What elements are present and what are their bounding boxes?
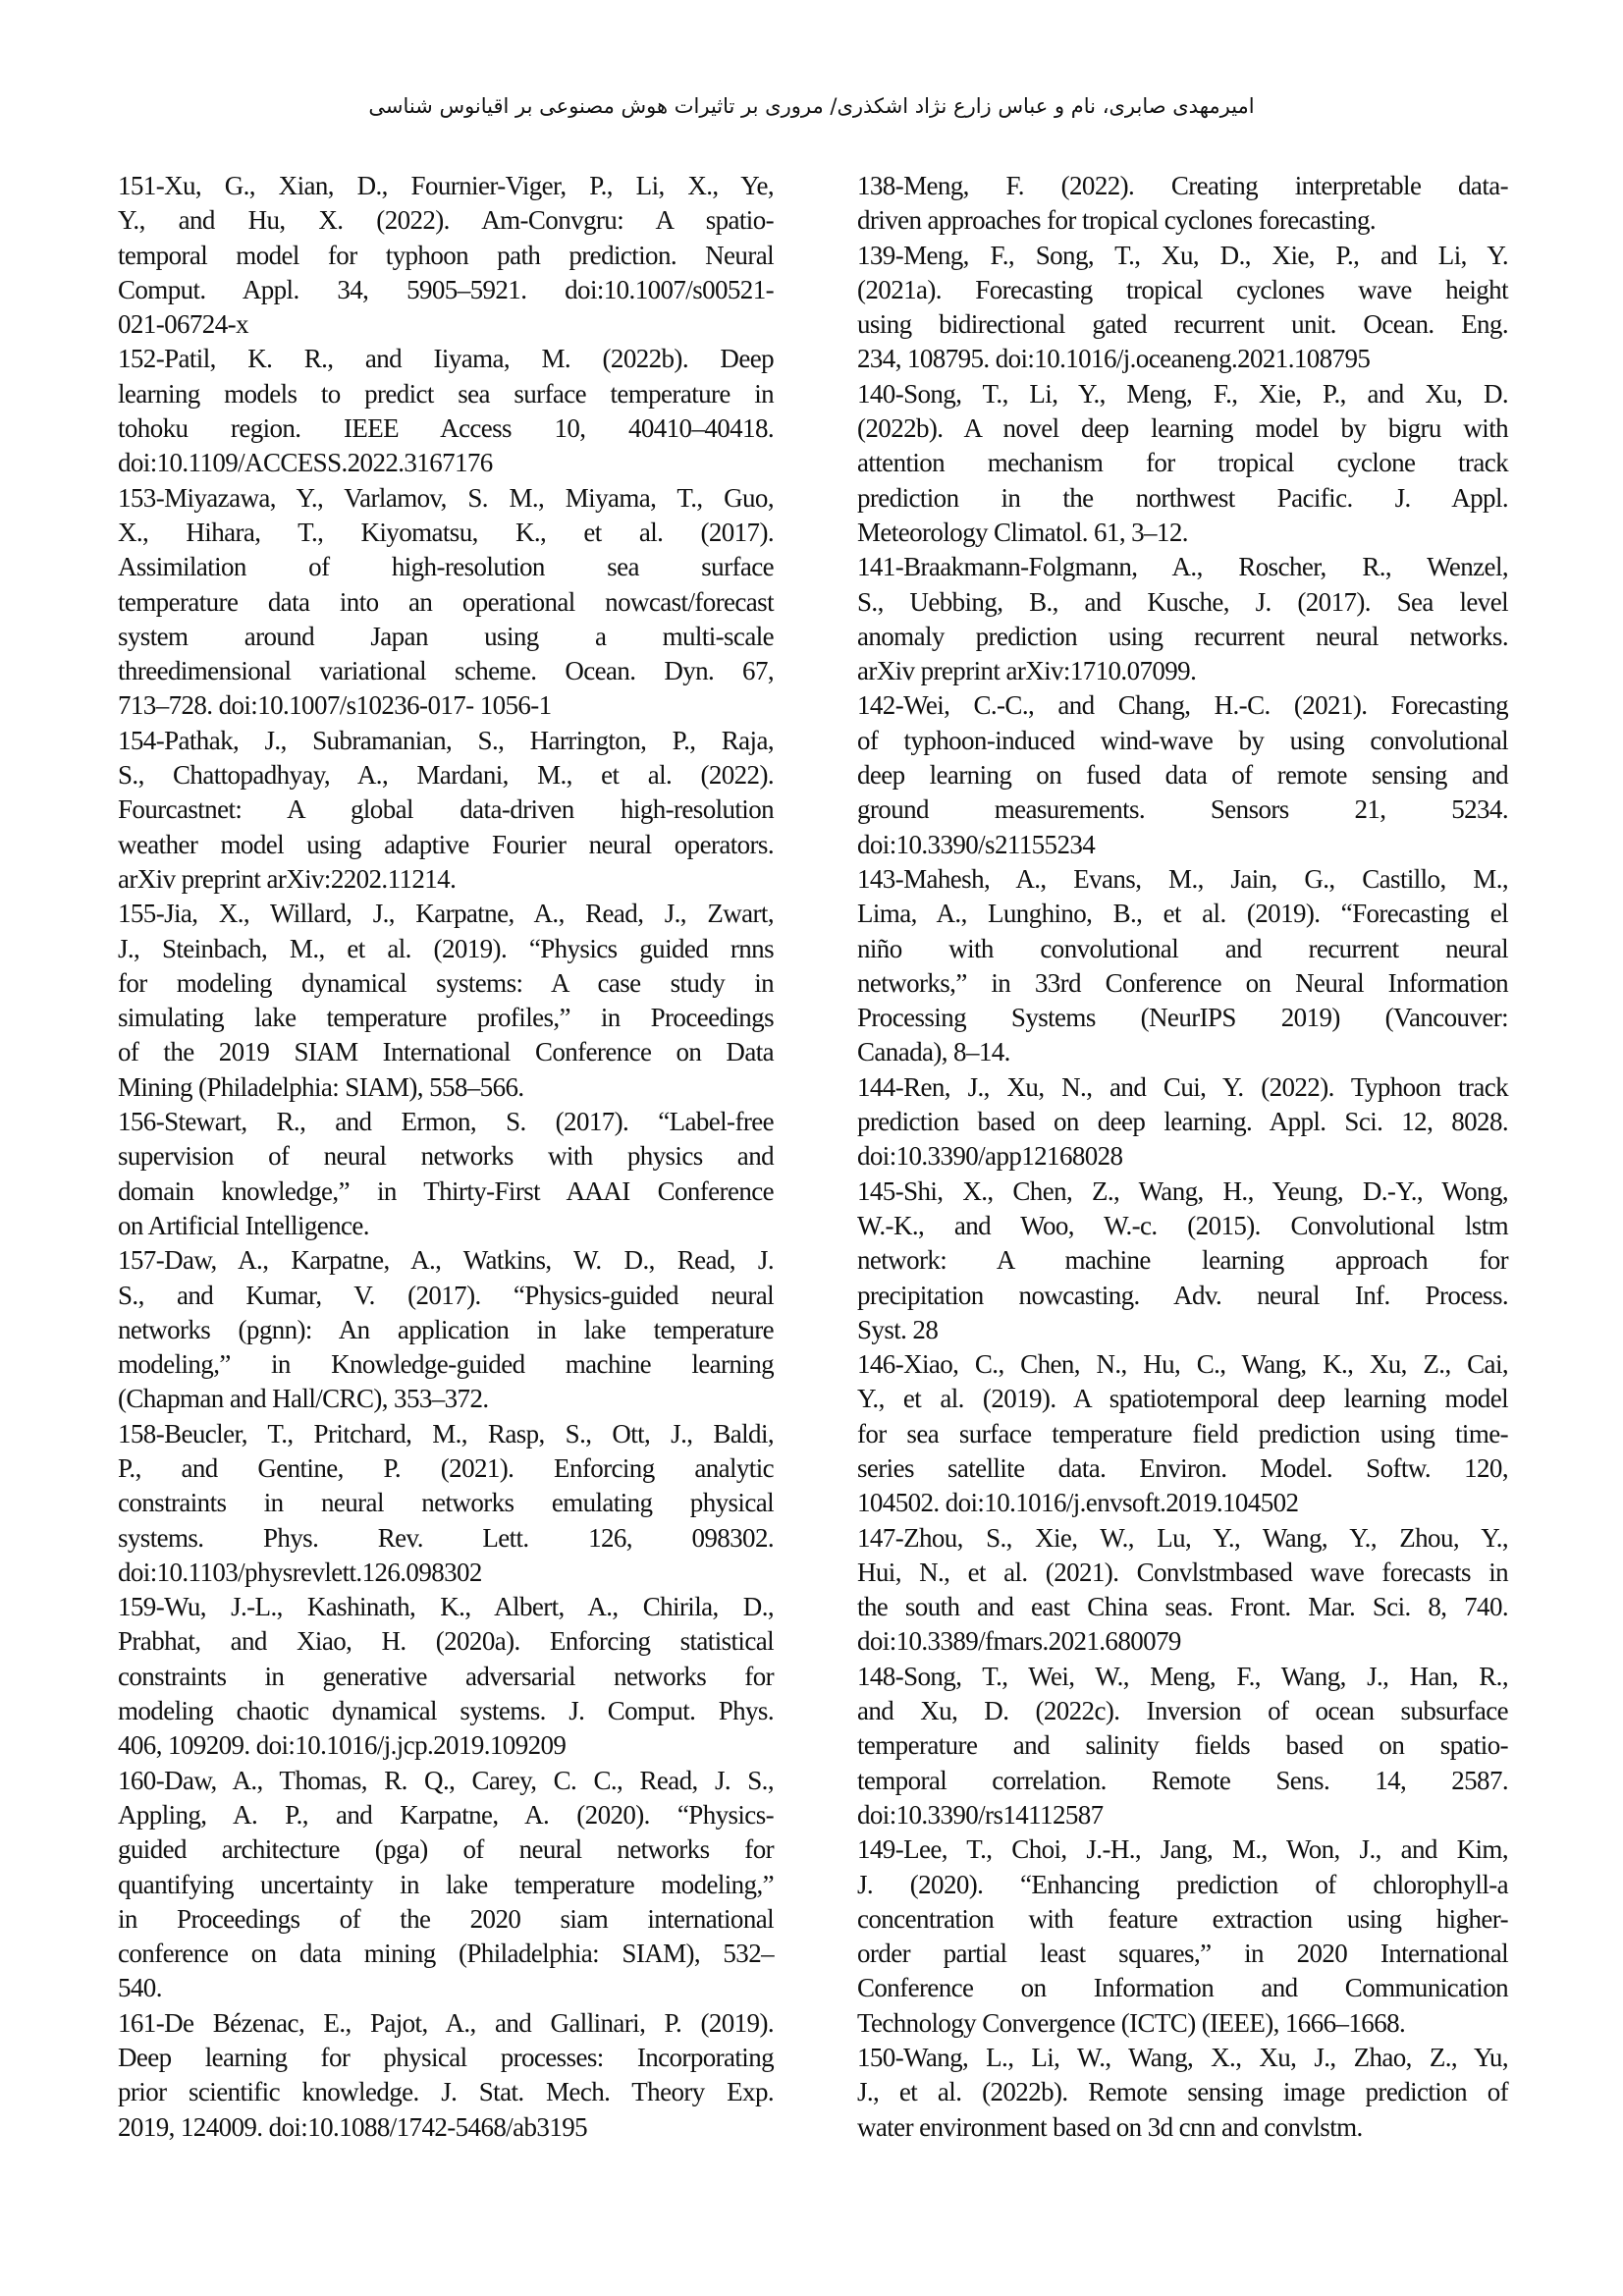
reference-line: doi:10.3390/rs14112587 <box>857 1799 1104 1830</box>
reference-line: modeling chaotic dynamical systems. J. Comput. Phys. <box>118 1696 774 1726</box>
reference-line: of the 2019 SIAM International Conference on Data <box>118 1037 774 1067</box>
reference-line: learning models to predict sea surface temperature in <box>118 378 774 409</box>
reference-line: doi:10.1103/physrevlett.126.098302 <box>118 1557 482 1587</box>
reference-line: Prabhat, and Xiao, H. (2020a). Enforcing statistical <box>118 1626 774 1657</box>
reference-line: networks,” in 33rd Conference on Neural Information <box>857 967 1508 998</box>
reference-line: temporal model for typhoon path prediction. Neural <box>118 240 774 270</box>
reference-line: guided architecture (pga) of neural networks for <box>118 1834 774 1865</box>
reference-line: W.-K., and Woo, W.-c. (2015). Convolutional lstm <box>857 1210 1508 1240</box>
reference-line: and Xu, D. (2022c). Inversion of ocean subsurface <box>857 1696 1508 1726</box>
reference-line: supervision of neural networks with physics and <box>118 1141 774 1172</box>
reference-entry-139 <box>857 239 1508 377</box>
reference-line: Mining (Philadelphia: SIAM), 558–566. <box>118 1071 524 1102</box>
reference-entry-160 <box>118 1764 774 2006</box>
reference-line: 406, 109209. doi:10.1016/j.jcp.2019.109209 <box>118 1730 567 1761</box>
reference-line: driven approaches for tropical cyclones forecasting. <box>857 205 1377 236</box>
reference-line: 104502. doi:10.1016/j.envsoft.2019.104502 <box>857 1488 1299 1518</box>
reference-entry-150 <box>857 2041 1508 2145</box>
reference-line: 160-Daw, A., Thomas, R. Q., Carey, C. C., Read, J. S., <box>118 1765 774 1795</box>
reference-line: prediction based on deep learning. Appl. Sci. 12, 8028. <box>857 1107 1508 1137</box>
reference-entry-156 <box>118 1105 774 1243</box>
reference-line: Syst. 28 <box>857 1314 939 1344</box>
reference-line: arXiv preprint arXiv:1710.07099. <box>857 656 1197 686</box>
reference-line: domain knowledge,” in Thirty-First AAAI Conference <box>118 1175 774 1206</box>
reference-line: tohoku region. IEEE Access 10, 40410–40418. <box>118 413 774 444</box>
reference-line: prior scientific knowledge. J. Stat. Mech. Theory Exp. <box>118 2077 774 2107</box>
reference-line: systems. Phys. Rev. Lett. 126, 098302. <box>118 1522 774 1553</box>
reference-line: deep learning on fused data of remote sensing and <box>857 760 1508 791</box>
reference-line: networks (pgnn): An application in lake temperature <box>118 1314 774 1344</box>
reference-line: 152-Patil, K. R., and Iiyama, M. (2022b). Deep <box>118 344 774 374</box>
reference-line: 158-Beucler, T., Pritchard, M., Rasp, S., Ott, J., Baldi, <box>118 1418 774 1449</box>
reference-line: using bidirectional gated recurrent unit. Ocean. Eng. <box>857 309 1508 340</box>
reference-line: constraints in generative adversarial networks for <box>118 1661 774 1691</box>
reference-entry-141 <box>857 550 1508 688</box>
reference-line: J., et al. (2022b). Remote sensing image prediction of <box>857 2077 1508 2107</box>
reference-line: temperature and salinity fields based on spatio- <box>857 1730 1508 1761</box>
reference-line: 149-Lee, T., Choi, J.-H., Jang, M., Won, J., and Kim, <box>857 1834 1508 1865</box>
reference-line: arXiv preprint arXiv:2202.11214. <box>118 863 457 894</box>
reference-entry-148 <box>857 1660 1508 1832</box>
reference-line: 540. <box>118 1973 162 2003</box>
reference-line: for modeling dynamical systems: A case study in <box>118 967 774 998</box>
reference-line: Conference on Information and Communication <box>857 1973 1508 2003</box>
reference-line: in Proceedings of the 2020 siam international <box>118 1903 774 1934</box>
reference-line: temporal correlation. Remote Sens. 14, 2587. <box>857 1765 1508 1795</box>
reference-line: Y., et al. (2019). A spatiotemporal deep learning model <box>857 1384 1508 1414</box>
reference-entry-154 <box>118 724 774 897</box>
reference-line: 138-Meng, F. (2022). Creating interpretable data- <box>857 171 1508 200</box>
reference-entry-145 <box>857 1175 1508 1347</box>
reference-line: Fourcastnet: A global data-driven high-resolution <box>118 794 774 825</box>
reference-line: concentration with feature extraction using higher- <box>857 1903 1508 1934</box>
reference-line: S., and Kumar, V. (2017). “Physics-guided neural <box>118 1280 774 1310</box>
reference-entry-146 <box>857 1347 1508 1520</box>
reference-line: 148-Song, T., Wei, W., Meng, F., Wang, J., Han, R., <box>857 1661 1508 1691</box>
reference-entry-155 <box>118 897 774 1105</box>
reference-line: modeling,” in Knowledge-guided machine learning <box>118 1349 774 1380</box>
reference-line: constraints in neural networks emulating physical <box>118 1488 774 1518</box>
reference-entry-147 <box>857 1521 1508 1660</box>
reference-line: J. (2020). “Enhancing prediction of chlorophyll-a <box>857 1869 1508 1899</box>
reference-entry-152 <box>118 342 774 480</box>
reference-line: P., and Gentine, P. (2021). Enforcing analytic <box>118 1452 774 1483</box>
reference-entry-143 <box>857 862 1508 1070</box>
reference-line: Comput. Appl. 34, 5905–5921. doi:10.1007/s00521- <box>118 274 774 304</box>
reference-line: Processing Systems (NeurIPS 2019) (Vancouver: <box>857 1003 1508 1033</box>
reference-line: 141-Braakmann-Folgmann, A., Roscher, R., Wenzel, <box>857 552 1508 582</box>
reference-line: precipitation nowcasting. Adv. neural Inf. Process. <box>857 1280 1508 1310</box>
reference-line: network: A machine learning approach for <box>857 1245 1508 1276</box>
reference-entry-159 <box>118 1590 774 1763</box>
reference-line: X., Hihara, T., Kiyomatsu, K., et al. (2017). <box>118 517 774 547</box>
reference-line: Technology Convergence (ICTC) (IEEE), 1666–1668. <box>857 2007 1406 2038</box>
reference-entry-151 <box>118 169 774 342</box>
reference-entry-157 <box>118 1243 774 1416</box>
reference-line: 151-Xu, G., Xian, D., Fournier-Viger, P., Li, X., Ye, <box>118 171 774 200</box>
reference-line: 713–728. doi:10.1007/s10236-017- 1056-1 <box>118 690 552 721</box>
reference-line: doi:10.3390/app12168028 <box>857 1141 1123 1172</box>
reference-line: 142-Wei, C.-C., and Chang, H.-C. (2021). Forecasting <box>857 690 1508 721</box>
reference-line: 145-Shi, X., Chen, Z., Wang, H., Yeung, D.-Y., Wong, <box>857 1175 1508 1206</box>
reference-line: 140-Song, T., Li, Y., Meng, F., Xie, P., and Xu, D. <box>857 378 1508 409</box>
reference-line: weather model using adaptive Fourier neural operators. <box>118 829 774 859</box>
reference-line: simulating lake temperature profiles,” in Proceedings <box>118 1003 774 1033</box>
reference-line: 155-Jia, X., Willard, J., Karpatne, A., Read, J., Zwart, <box>118 899 774 929</box>
reference-line: J., Steinbach, M., et al. (2019). “Physics guided rnns <box>118 933 774 963</box>
reference-line: 143-Mahesh, A., Evans, M., Jain, G., Castillo, M., <box>857 863 1508 894</box>
reference-line: S., Chattopadhyay, A., Mardani, M., et al. (2022). <box>118 760 774 791</box>
reference-line: S., Uebbing, B., and Kusche, J. (2017). Sea level <box>857 586 1508 617</box>
reference-line: water environment based on 3d cnn and convlstm. <box>857 2111 1363 2142</box>
reference-line: series satellite data. Environ. Model. Softw. 120, <box>857 1452 1508 1483</box>
reference-line: for sea surface temperature field prediction using time- <box>857 1418 1508 1449</box>
reference-line: Hui, N., et al. (2021). Convlstmbased wave forecasts in <box>857 1557 1508 1587</box>
reference-line: threedimensional variational scheme. Ocean. Dyn. 67, <box>118 656 774 686</box>
reference-line: quantifying uncertainty in lake temperature modeling,” <box>118 1869 774 1899</box>
reference-line: Assimilation of high-resolution sea surface <box>118 552 774 582</box>
reference-line: 139-Meng, F., Song, T., Xu, D., Xie, P., and Li, Y. <box>857 240 1508 270</box>
reference-entry-144 <box>857 1070 1508 1175</box>
reference-line: Y., and Hu, X. (2022). Am-Convgru: A spatio- <box>118 205 774 236</box>
reference-line: system around Japan using a multi-scale <box>118 621 774 651</box>
reference-line: 144-Ren, J., Xu, N., and Cui, Y. (2022). Typhoon track <box>857 1071 1508 1102</box>
reference-line: Lima, A., Lunghino, B., et al. (2019). “Forecasting el <box>857 899 1508 929</box>
reference-line: (2021a). Forecasting tropical cyclones wave height <box>857 274 1508 304</box>
reference-line: 157-Daw, A., Karpatne, A., Watkins, W. D., Read, J. <box>118 1245 774 1276</box>
reference-line: (2022b). A novel deep learning model by bigru with <box>857 413 1508 444</box>
reference-line: prediction in the northwest Pacific. J. Appl. <box>857 482 1508 513</box>
reference-entry-138 <box>857 169 1508 239</box>
reference-line: 147-Zhou, S., Xie, W., Lu, Y., Wang, Y., Zhou, Y., <box>857 1522 1508 1553</box>
reference-line: of typhoon-induced wind-wave by using convolutional <box>857 725 1508 755</box>
reference-entry-161 <box>118 2006 774 2145</box>
reference-line: order partial least squares,” in 2020 International <box>857 1939 1508 1969</box>
reference-line: (Chapman and Hall/CRC), 353–372. <box>118 1384 489 1414</box>
reference-line: anomaly prediction using recurrent neural networks. <box>857 621 1508 651</box>
reference-line: 156-Stewart, R., and Ermon, S. (2017). “Label-free <box>118 1107 774 1137</box>
reference-line: doi:10.1109/ACCESS.2022.3167176 <box>118 448 493 478</box>
reference-line: Deep learning for physical processes: Incorporating <box>118 2043 774 2073</box>
reference-line: temperature data into an operational nowcast/forecast <box>118 586 774 617</box>
reference-line: 153-Miyazawa, Y., Varlamov, S. M., Miyama, T., Guo, <box>118 482 774 513</box>
reference-line: 159-Wu, J.-L., Kashinath, K., Albert, A., Chirila, D., <box>118 1592 774 1622</box>
reference-line: conference on data mining (Philadelphia: SIAM), 532– <box>118 1939 774 1969</box>
reference-line: niño with convolutional and recurrent neural <box>857 933 1508 963</box>
reference-line: Appling, A. P., and Karpatne, A. (2020). “Physics- <box>118 1799 774 1830</box>
reference-entry-142 <box>857 688 1508 861</box>
reference-line: 150-Wang, L., Li, W., Wang, X., Xu, J., Zhao, Z., Yu, <box>857 2043 1508 2073</box>
reference-entry-149 <box>857 1832 1508 2041</box>
reference-entry-158 <box>118 1417 774 1590</box>
reference-line: the south and east China seas. Front. Mar. Sci. 8, 740. <box>857 1592 1508 1622</box>
reference-entry-153 <box>118 481 774 724</box>
references-column-right <box>857 169 1508 2145</box>
reference-line: attention mechanism for tropical cyclone track <box>857 448 1508 478</box>
reference-line: on Artificial Intelligence. <box>118 1210 369 1240</box>
reference-line: 146-Xiao, C., Chen, N., Hu, C., Wang, K., Xu, Z., Cai, <box>857 1349 1508 1380</box>
reference-line: doi:10.3390/s21155234 <box>857 829 1096 859</box>
reference-line: ground measurements. Sensors 21, 5234. <box>857 794 1508 825</box>
reference-line: Meteorology Climatol. 61, 3–12. <box>857 517 1188 547</box>
reference-line: 234, 108795. doi:10.1016/j.oceaneng.2021.108795 <box>857 344 1371 374</box>
reference-line: doi:10.3389/fmars.2021.680079 <box>857 1626 1181 1657</box>
reference-line: 021-06724-x <box>118 309 248 340</box>
reference-line: 2019, 124009. doi:10.1088/1742-5468/ab3195 <box>118 2111 588 2142</box>
reference-line: Canada), 8–14. <box>857 1037 1010 1067</box>
reference-line: 154-Pathak, J., Subramanian, S., Harrington, P., Raja, <box>118 725 774 755</box>
reference-line: 161-De Bézenac, E., Pajot, A., and Gallinari, P. (2019). <box>118 2007 774 2038</box>
references-column-left <box>118 169 774 2145</box>
running-header: امیرمهدی صابری، نام و عباس زارع نژاد اشکذری/ مروری بر تاثیرات هوش مصنوعی بر اقیانوس شناسی <box>368 94 1255 118</box>
reference-entry-140 <box>857 377 1508 550</box>
